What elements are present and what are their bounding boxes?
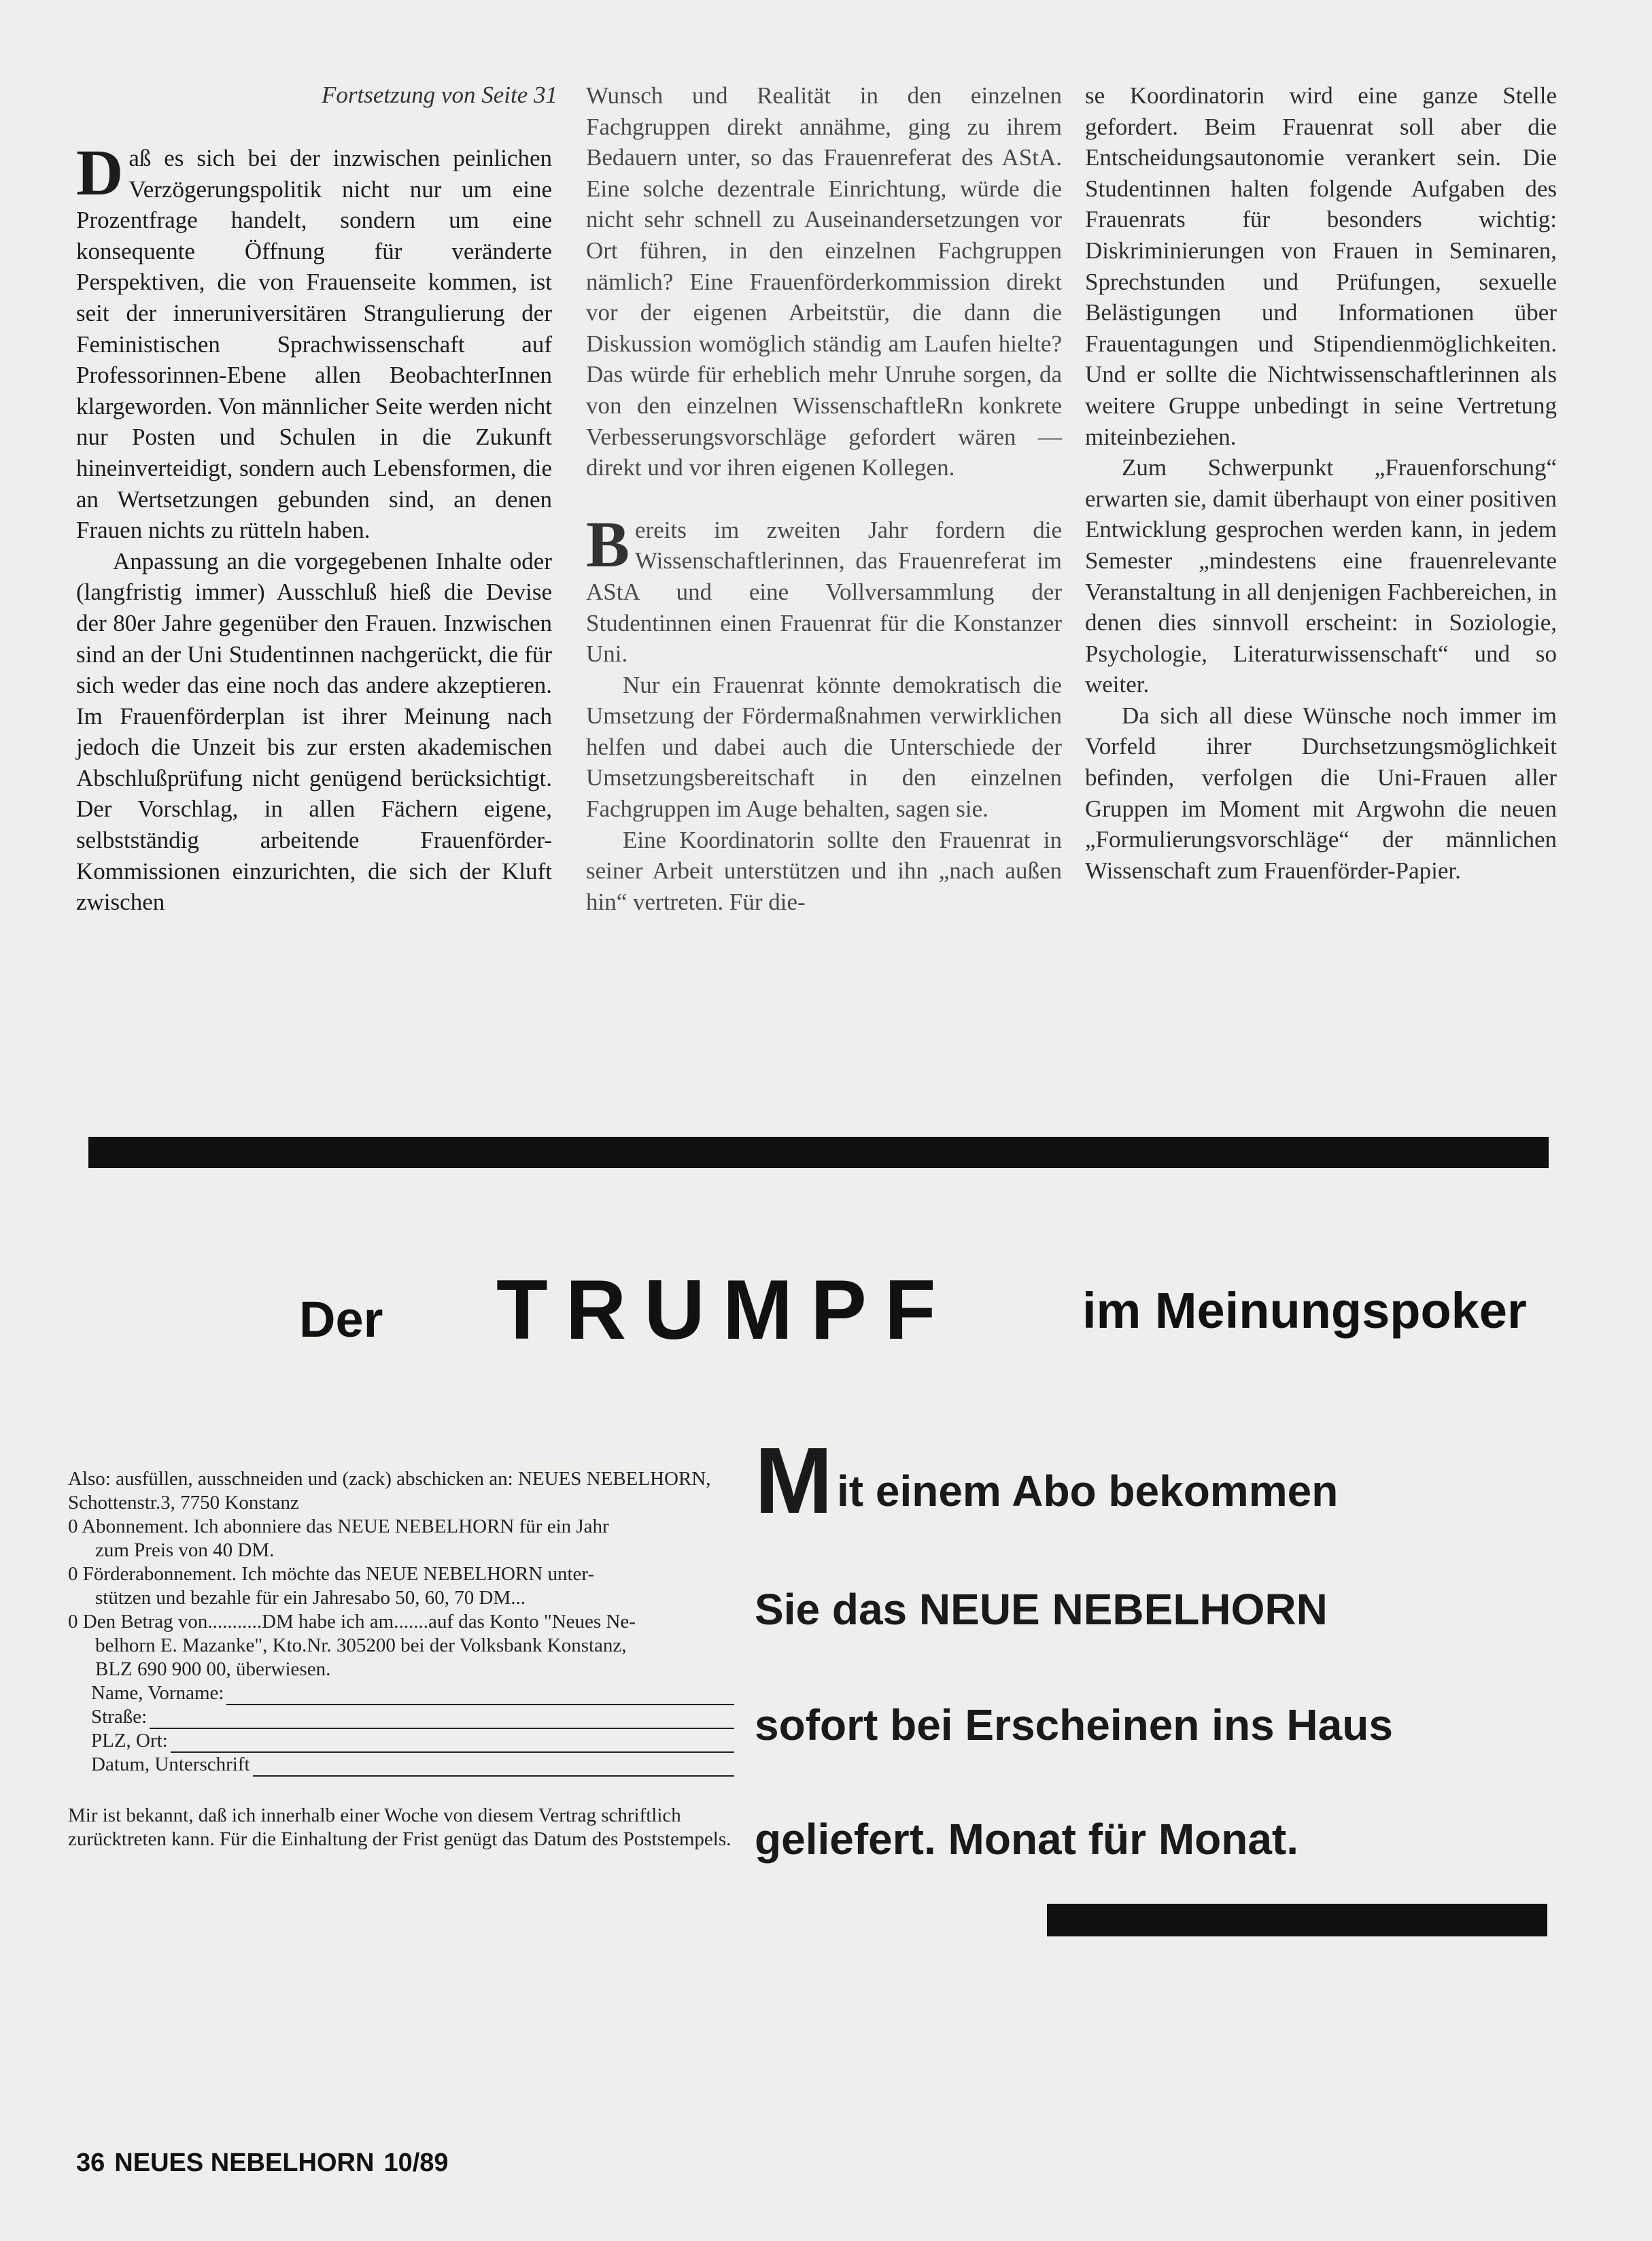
street-line[interactable]: [150, 1710, 734, 1729]
article-paragraph: Eine Koordinatorin sollte den Frauenrat in seiner Arbeit unterstützen und ihn „nach außen hin“ vertreten. Für die-: [586, 826, 1062, 915]
continued-note: Fortsetzung von Seite 31: [321, 82, 557, 108]
form-option-transfer-cont2: BLZ 690 900 00, überwiesen.: [95, 1658, 331, 1680]
form-option-abo: 0 Abonnement. Ich abonniere das NEUE NEBELHORN für ein Jahr: [68, 1516, 609, 1537]
article-paragraph: Nur ein Frauenrat könnte demokratisch die Umsetzung der Fördermaßnahmen verwirklichen helfen und dabei auch die Unterschiede der Umsetzungsbereitschaft in den einzelnen Fachgruppen im Auge behalten, sagen sie.: [586, 671, 1062, 823]
form-option-abo-cont: zum Preis von 40 DM.: [95, 1539, 275, 1561]
name-label: Name, Vorname:: [91, 1682, 224, 1704]
subscription-form: [68, 1467, 741, 1851]
article-column-3: [1085, 80, 1557, 886]
name-field[interactable]: [68, 1681, 741, 1705]
article-paragraph: Bereits im zweiten Jahr fordern die Wissenschaftlerinnen, das Frauenreferat im AStA und eine Vollversammlung der Studentinnen einen Frauenrat für die Konstanzer Uni.: [586, 507, 1062, 668]
form-option-transfer-cont: belhorn E. Mazanke", Kto.Nr. 305200 bei der Volksbank Konstanz,: [95, 1635, 627, 1656]
promo-line-4: geliefert. Monat für Monat.: [755, 1815, 1298, 1864]
signature-label: Datum, Unterschrift: [91, 1754, 250, 1775]
signature-line[interactable]: [253, 1758, 734, 1777]
dropcap: B: [586, 507, 630, 581]
form-option-foerder: 0 Förderabonnement. Ich möchte das NEUE NEBELHORN unter-: [68, 1563, 595, 1585]
page-number: 36: [76, 2149, 105, 2177]
form-option-foerder-cont: stützen und bezahle für ein Jahresabo 50, 60, 70 DM...: [95, 1587, 526, 1609]
form-option-transfer: 0 Den Betrag von...........DM habe ich am.......auf das Konto "Neues Ne-: [68, 1611, 636, 1632]
article-paragraph: Anpassung an die vorgegebenen Inhalte oder (langfristig immer) Ausschluß hieß die Devise der 80er Jahre gegenüber den Frauen. Inzwischen sind an der Uni Studentinnen nachgerückt, die für sich weder das eine noch das andere akzeptieren. Im Frauenförderplan ist ihrer Meinung nach jedoch die Unzeit bis zur ersten akademischen Abschlußprüfung nicht genügend berücksichtigt. Der Vorschlag, in allen Fächern eigene, selbstständig arbeitende Frauenförder-Kommissionen einzurichten, die sich der Kluft zwischen: [76, 547, 552, 916]
withdrawal-notice: Mir ist bekannt, daß ich innerhalb einer Woche von diesem Vertrag schriftlich zurücktreten kann. Für die Einhaltung der Frist genügt das Datum des Poststempels.: [68, 1804, 732, 1850]
ad-headline-trumpf: TRUMPF: [496, 1263, 954, 1357]
article-paragraph: Zum Schwerpunkt „Frauenforschung“ erwarten sie, damit überhaupt von einer positiven Entwicklung gesprochen werden kann, in jedem Semester „mindestens eine frauenrelevante Veranstaltung in all denjenigen Fachbereichen, in denen dies sinnvoll erscheint: in Soziologie, Psychologie, Literaturwissenschaft“ und so weiter.: [1085, 454, 1557, 698]
signature-field[interactable]: [68, 1753, 741, 1777]
promo-initial: M: [755, 1429, 833, 1533]
street-label: Straße:: [91, 1706, 148, 1728]
promo-line-1: Mit einem Abo bekommen: [755, 1429, 1339, 1533]
name-line[interactable]: [226, 1686, 734, 1705]
divider-bar: [88, 1137, 1549, 1168]
promo-line-2: Sie das NEUE NEBELHORN: [755, 1585, 1328, 1634]
street-field[interactable]: [68, 1705, 741, 1729]
article-paragraph: Da sich all diese Wünsche noch immer im Vorfeld ihrer Durchsetzungsmöglichkeit befinden, verfolgen die Uni-Frauen aller Gruppen im Moment mit Argwohn die neuen „Formulierungsvorschläge“ der männlichen Wissenschaft zum Frauenförder-Papier.: [1085, 702, 1557, 884]
city-label: PLZ, Ort:: [91, 1730, 168, 1751]
issue-number: 10/89: [383, 2149, 449, 2177]
article-paragraph: se Koordinatorin wird eine ganze Stelle gefordert. Beim Frauenrat soll aber die Entscheidungsautonomie verankert sein. Die Studentinnen halten folgende Aufgaben des Frauenrats für besonders wichtig: Diskriminierungen von Frauen in Seminaren, Sprechstunden und Prüfungen, sexuelle Belästigungen und Informationen über Frauentagungen und Stipendienmöglichkeiten. Und er sollte die Nichtwissenschaftlerinnen als weitere Gruppe unbedingt in seine Vertretung miteinbeziehen.: [1085, 82, 1557, 450]
article-column-2: [586, 80, 1062, 917]
magazine-name: NEUES NEBELHORN: [114, 2149, 375, 2177]
city-line[interactable]: [171, 1734, 734, 1753]
article-paragraph: Wunsch und Realität in den einzelnen Fachgruppen direkt annähme, ging zu ihrem Bedauern unter, so das Frauenreferat des AStA. Eine solche dezentrale Einrichtung, würde die nicht sehr schnell zu Auseinandersetzungen vor Ort führen, in den einzelnen Fachgruppen nämlich? Eine Frauenförderkommission direkt vor der eigenen Arbeitstür, die dann die Diskussion womöglich ständig am Laufen hielte? Das würde für erheblich mehr Unruhe sorgen, da von den einzelnen WissenschaftleRn konkrete Verbesserungsvorschläge gefordert wären — direkt und vor ihren eigenen Kollegen.: [586, 82, 1062, 481]
dropcap: D: [76, 136, 124, 209]
ad-headline-der: Der: [299, 1291, 383, 1348]
article-column-1: [76, 136, 552, 918]
divider-bar: [1047, 1904, 1547, 1936]
form-intro: Also: ausfüllen, ausschneiden und (zack) abschicken an: NEUES NEBELHORN, Schottenstr.3, 7750 Konstanz: [68, 1468, 711, 1513]
page-footer: [76, 2149, 458, 2178]
city-field[interactable]: [68, 1729, 741, 1753]
ad-headline-rest: im Meinungspoker: [1082, 1282, 1527, 1339]
article-paragraph: Daß es sich bei der inzwischen peinlichen Verzögerungspolitik nicht nur um eine Prozentfrage handelt, sondern um eine konsequente Öffnung für veränderte Perspektiven, die von Frauenseite kommen, ist seit der inneruniversitären Strangulierung der Feministischen Sprachwissenschaft auf Professorinnen-Ebene allen BeobachterInnen klargeworden. Von männlicher Seite werden nicht nur Posten und Schulen in die Zukunft hineinverteidigt, sondern auch Lebensformen, die an Wertsetzungen gebunden sind, an denen Frauen nichts zu rütteln haben.: [76, 136, 552, 544]
promo-line-3: sofort bei Erscheinen ins Haus: [755, 1700, 1393, 1749]
